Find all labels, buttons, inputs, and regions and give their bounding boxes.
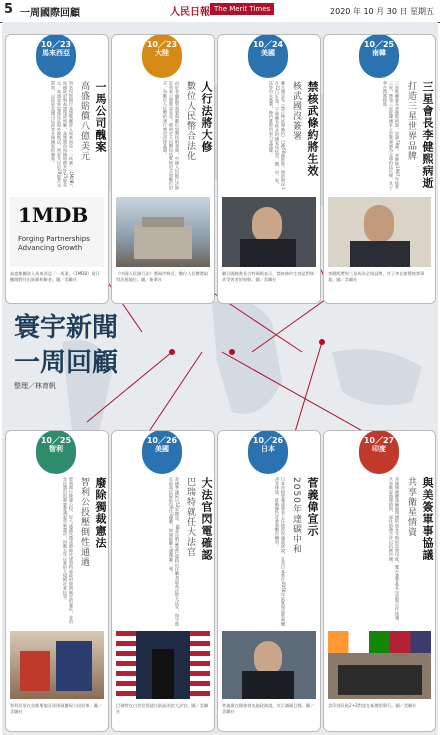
- news-card-chile: [5, 430, 109, 732]
- us-india-meeting-photo: [328, 631, 431, 699]
- article-body: 聯合國宣布《禁止核武器條約》已獲50國批准，將於明年1月22日生效。不過擁有核武的國家包括美、俄、中、英、法等均未簽署，條約實際約束力受質疑。: [269, 81, 286, 190]
- subheadline: 數位人民幣合法化: [185, 81, 195, 161]
- barrett-swearing-in-photo: [116, 631, 210, 699]
- photo-caption: 美印部長級2+2對話在新德里舉行。圖／美聯社: [328, 703, 417, 708]
- date-badge: 10／23 大陸: [142, 34, 182, 78]
- subheadline: 2050年達碳中和: [291, 477, 301, 554]
- article-body: 三星集團會長李健熙病逝，享壽78歲。李健熙1987年接掌三星，帶領三星從韓國本土企業發展為全球科技巨擘，其子李在鎔將接班。: [383, 81, 400, 190]
- title-line-1: 寰宇新聞: [14, 313, 119, 343]
- news-card-un: [217, 34, 321, 304]
- photo-caption: 智利民眾在首都聖地牙哥街頭慶祝公投結果。圖／美聯社: [10, 703, 103, 714]
- byline: 整理／林育帆: [14, 382, 56, 390]
- headline: 禁核武條約將生效: [306, 81, 319, 177]
- section-title: 一周國際回顧: [20, 8, 80, 19]
- date-badge: 10／26 日本: [248, 430, 288, 474]
- title-line-2: 一周回顧: [14, 348, 119, 378]
- headline: 廢除獨裁憲法: [94, 477, 107, 549]
- subheadline: 高盛賠償八億美元: [79, 81, 89, 161]
- photo-caption: 《中國人民銀行法》將兩岸修訂，數位人民幣將取得法源地位。圖／新華社: [116, 271, 209, 282]
- headline: 一馬公司醜案: [94, 81, 107, 153]
- subheadline: 智利公投壓倒性通過: [79, 477, 89, 567]
- suga-speech-photo: [222, 631, 316, 699]
- date-badge: 10／26 美國: [142, 430, 182, 474]
- subheadline: 巴瑞特就任大法官: [185, 477, 195, 557]
- headline: 與美簽軍事協議: [421, 477, 434, 561]
- article-body: 知名投資銀行高盛集團涉入馬來西亞「一馬案」（1MDB），馬國政府與高盛達成和解，高盛將向馬國賠償共計25億美元。高盛並承認違反反海外腐敗法，同意支付近29億美元罰款，以結束美國司法部等多個國家的調查。: [51, 81, 74, 190]
- photo-caption: 聯合國秘書長古特瑞斯表示，禁核條約生效是對核武受害者的致敬。圖／美聯社: [222, 271, 315, 282]
- article-body: 日本首相菅義偉發表上任後首次施政演說，宣布日本將在2050年前實現溫室氣體淨零排放，推動綠色社會與數位轉型。: [275, 477, 286, 626]
- article-body: 由於金融監管需要與數位貨幣技術發展，中國人民銀行法修訂草案公開徵求意見，將明定人民幣包括實物形式和數位形式，為數位人民幣的發行奠定法律基礎。: [163, 81, 180, 190]
- issue-date: 2020 年 10 月 30 日 星期五: [330, 7, 434, 16]
- headline: 三星會長李健熙病逝: [421, 81, 434, 189]
- headline: 菅義偉宣示: [306, 477, 319, 537]
- newspaper-logo: 人民日報: [170, 7, 210, 18]
- date-badge: 10／23 馬來西亞: [36, 34, 76, 78]
- date-badge: 10／27 印度: [359, 430, 399, 474]
- headline: 大法官閃電確認: [200, 477, 213, 561]
- guterres-photo: [222, 197, 316, 267]
- photo-caption: 高盛集團涉入馬來西亞「一馬案」（1MDB）貪汙醜聞將付出鉅額和解金。圖／美聯社: [10, 271, 100, 282]
- subheadline: 核武國沒簽署: [291, 81, 301, 141]
- subheadline: 共享衛星情資: [406, 477, 416, 537]
- page-header: [0, 0, 440, 23]
- chile-celebration-photo: [10, 631, 104, 699]
- photo-caption: 巴瑞特在白宮宣誓就任最高法院大法官。圖／美聯社: [116, 703, 209, 714]
- subheadline: 打造三星世界品牌: [406, 81, 416, 161]
- page-number: 5: [4, 2, 14, 17]
- photo-caption: 菅義偉在國會發表施政演說，宣示減碳目標。圖／美聯社: [222, 703, 315, 714]
- news-card-china: [111, 34, 215, 304]
- news-card-india: [323, 430, 436, 732]
- date-badge: 10／24 美國: [248, 34, 288, 78]
- news-card-malaysia: [5, 34, 109, 304]
- article-body: 智利舉行修憲公投，近八成選民贊成廢除皮諾契特軍政府時期制定的憲法，並由全民選出的制憲會議起草新憲法，回應去年以來的大規模社會抗爭。: [63, 477, 74, 624]
- news-card-japan: [217, 430, 321, 732]
- date-badge: 10／25 智利: [36, 430, 76, 474]
- lee-kun-hee-photo: [328, 197, 431, 267]
- photo-caption: 李健熙帶領三星成為全球品牌，其子李在鎔將接掌事業。圖／美聯社: [328, 271, 425, 282]
- article-body: 美國國務卿蓬佩奧與國防部長艾斯培訪問印度，雙方簽署基本交流與合作協議，共享衛星地理情資，深化防務合作以抗衡中國。: [389, 477, 400, 624]
- news-card-usa-court: [111, 430, 215, 732]
- article-body: 美國參議院以52票贊成、48票反對確認巴瑞特出任聯邦最高法院大法官，保守派在最高法院取得6比3優勢，時間距離大選僅剩一週。: [169, 477, 180, 626]
- article-photo: 1MDB Forging Partnerships Advancing Growth: [10, 197, 104, 267]
- masthead-en: The Merit Times: [210, 3, 274, 15]
- bank-building-photo: [116, 197, 210, 267]
- news-card-korea: [323, 34, 436, 304]
- date-badge: 10／25 南韓: [359, 34, 399, 78]
- headline: 人行法將大修: [200, 81, 213, 153]
